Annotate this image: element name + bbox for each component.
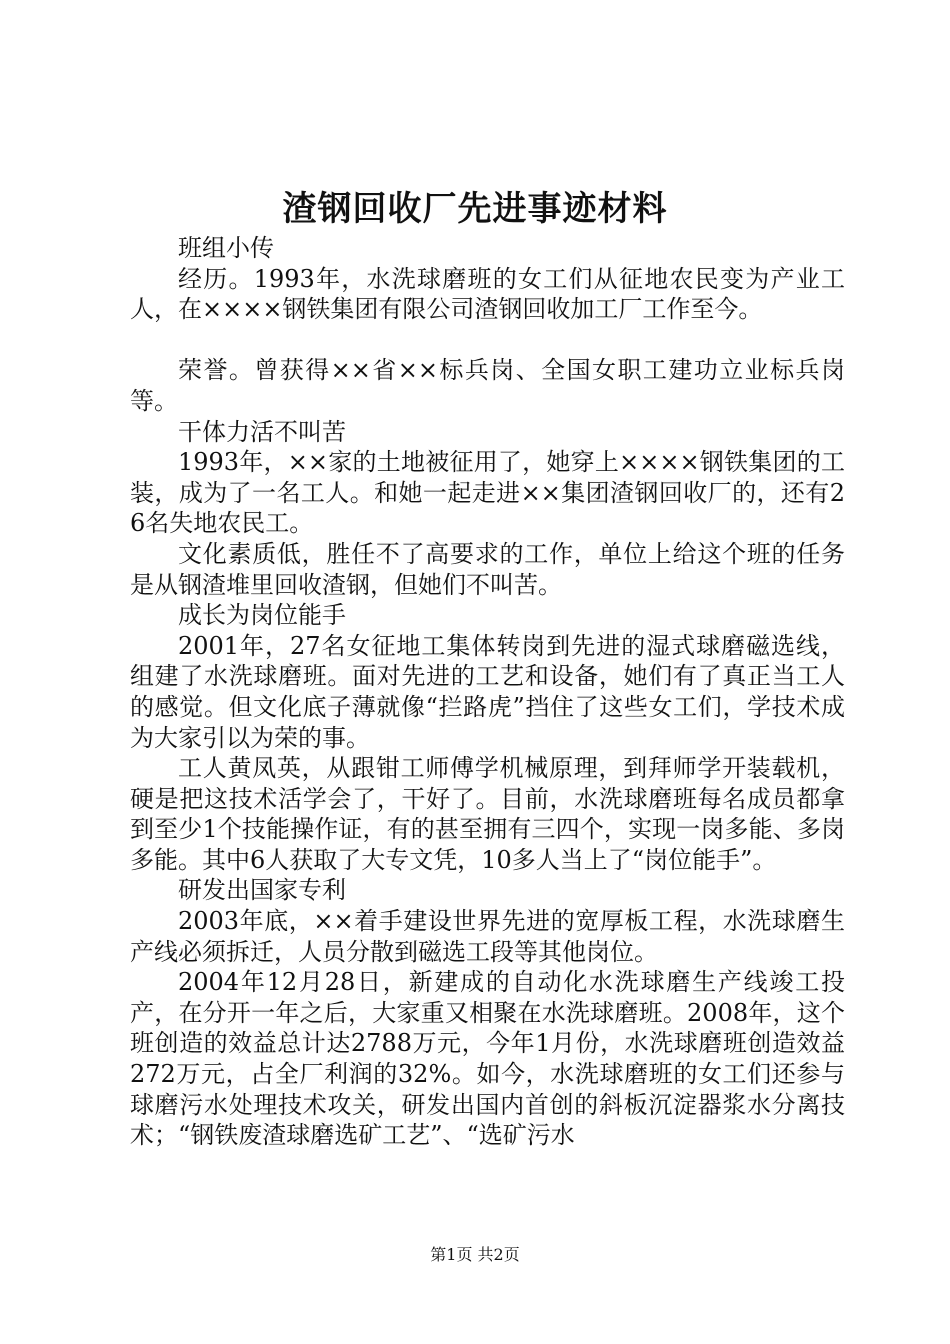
paragraph: 工人黄凤英，从跟钳工师傅学机械原理，到拜师学开装载机，硬是把这技术活学会了，干好了。目前，水洗球磨班每名成员都拿到至少1个技能操作证，有的甚至拥有三四个，实现一岗多能、多岗多能。其中6人获取了大专文凭，10多人当上了“岗位能手”。 — [130, 754, 845, 874]
page-footer: 第1页 共2页 — [430, 1245, 520, 1264]
paragraph: 文化素质低，胜任不了高要求的工作，单位上给这个班的任务是从钢渣堆里回收渣钢，但她们不叫苦。 — [130, 539, 845, 599]
document-title: 渣钢回收厂先进事迹材料 — [282, 189, 668, 229]
section-heading: 成长为岗位能手 — [178, 601, 346, 630]
section-heading: 班组小传 — [178, 234, 274, 262]
paragraph: 2003年底，××着手建设世界先进的宽厚板工程，水洗球磨生产线必须拆迁，人员分散到磁选工段等其他岗位。 — [130, 907, 845, 966]
paragraph: 1993年，××家的土地被征用了，她穿上××××钢铁集团的工装，成为了一名工人。和她一起走进××集团渣钢回收厂的，还有26名失地农民工。 — [130, 448, 845, 538]
blank-line — [130, 325, 845, 356]
paragraph: 经历。1993年，水洗球磨班的女工们从征地农民变为产业工人，在××××钢铁集团有限公司渣钢回收加工厂工作至今。 — [130, 264, 845, 324]
section-heading: 干体力活不叫苦 — [178, 417, 346, 446]
paragraph: 2001年，27名女征地工集体转岗到先进的湿式球磨磁选线，组建了水洗球磨班。面对先进的工艺和设备，她们有了真正当工人的感觉。但文化底子薄就像“拦路虎”挡住了这些女工们，学技术成为大家引以为荣的事。 — [130, 631, 845, 752]
paragraph: 2004年12月28日，新建成的自动化水洗球磨生产线竣工投产，在分开一年之后，大家重又相聚在水洗球磨班。2008年，这个班创造的效益总计达2788万元，今年1月份，水洗球磨班创造效益272万元，占全厂利润的32%。如今，水洗球磨班的女工们还参与球磨污水处理技术攻关，研发出国内首创的斜板沉淀器浆水分离技术；“钢铁废渣球磨选矿工艺”、“选矿污水 — [130, 968, 845, 1150]
paragraph: 荣誉。曾获得××省××标兵岗、全国女职工建功立业标兵岗等。 — [130, 356, 845, 415]
document-body — [130, 233, 845, 1151]
section-heading: 研发出国家专利 — [178, 876, 346, 905]
